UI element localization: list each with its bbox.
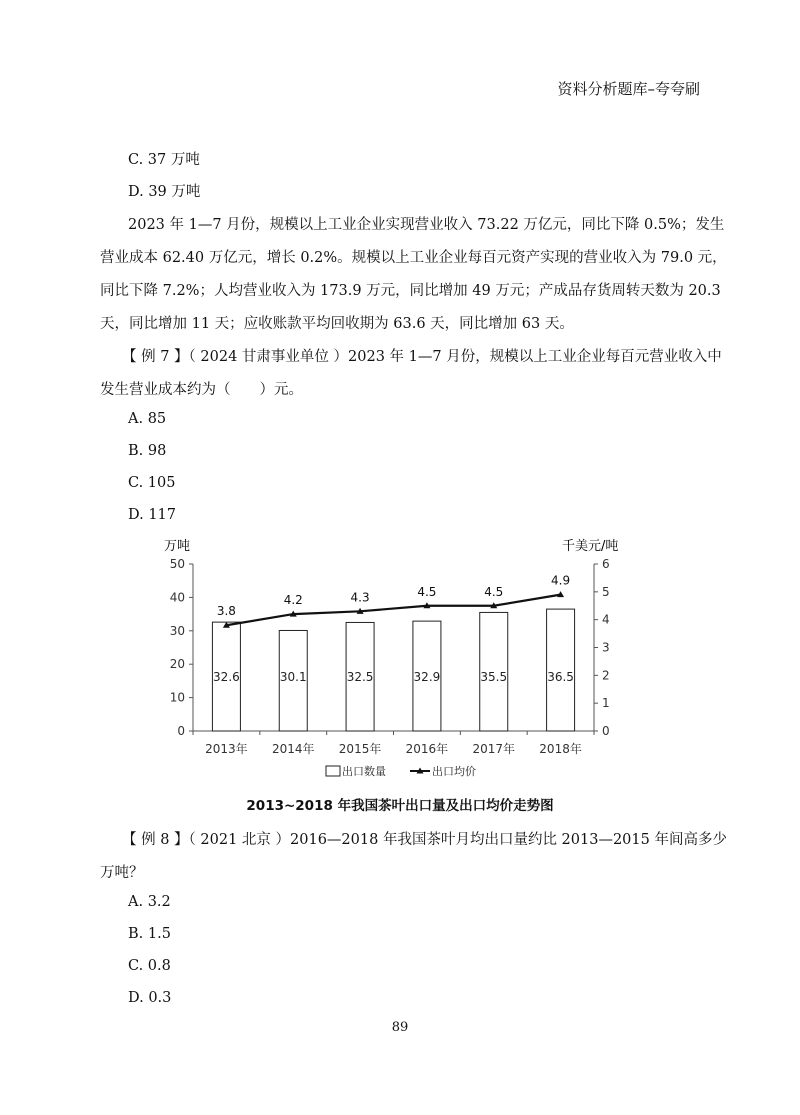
q8-option-a: A. 3.2 (128, 894, 171, 910)
q7-option-c: C. 105 (128, 475, 176, 491)
line-value-label: 4.5 (484, 584, 504, 599)
running-header: 资料分析题库–夸夸刷 (557, 80, 700, 98)
material-line-4: 天，同比增加 11 天；应收账款平均回收期为 63.6 天，同比增加 63 天。 (100, 316, 574, 332)
material-line-1: 2023 年 1—7 月份，规模以上工业企业实现营业收入 73.22 万亿元，同比下降 0.5%；发生 (128, 217, 725, 233)
y-right-tick-label: 1 (602, 696, 610, 711)
line-value-label: 4.2 (283, 593, 303, 608)
y-left-tick-label: 40 (169, 590, 185, 605)
y-right-tick-label: 2 (602, 668, 610, 683)
q7-option-a: A. 85 (128, 411, 167, 427)
option-c-prev: C. 37 万吨 (128, 152, 200, 168)
q8-option-b: B. 1.5 (128, 926, 171, 942)
x-tick-label: 2017年 (472, 742, 516, 756)
y-left-axis-label: 万吨 (164, 539, 191, 554)
q8-option-d: D. 0.3 (128, 990, 172, 1006)
y-left-tick-label: 0 (177, 724, 185, 738)
q7-option-d: D. 117 (128, 507, 177, 523)
x-tick-label: 2016年 (405, 742, 449, 756)
y-right-tick-label: 3 (602, 640, 610, 655)
material-line-2: 营业成本 62.40 万亿元，增长 0.2%。规模以上工业企业每百元资产实现的营业收入为 79.0 元， (100, 250, 727, 266)
legend-line-label: 出口均价 (432, 765, 476, 778)
q7-option-b: B. 98 (128, 443, 167, 459)
bar-value-label: 32.5 (346, 670, 374, 684)
page-number: 89 (391, 1020, 409, 1035)
bar-value-label: 30.1 (279, 670, 307, 684)
q8-option-c: C. 0.8 (128, 958, 171, 974)
bar-value-label: 35.5 (480, 670, 508, 684)
y-left-tick-label: 10 (169, 690, 185, 705)
line-value-label: 3.8 (216, 604, 236, 619)
question-7-line-2: 发生营业成本约为（ ）元。 (100, 382, 303, 398)
question-7-line-1: 【 例 7 】（ 2024 甘肃事业单位 ）2023 年 1—7 月份，规模以上工业企业每百元营业收入中 (122, 349, 722, 365)
line-value-label: 4.5 (417, 584, 437, 599)
x-tick-label: 2018年 (539, 742, 582, 756)
bar-value-label: 32.6 (213, 670, 240, 684)
line-export-price (226, 595, 560, 626)
x-tick-label: 2014年 (271, 742, 315, 756)
material-line-3: 同比下降 7.2%；人均营业收入为 173.9 万元，同比增加 49 万元；产成品存货周转天数为 20.3 (100, 283, 721, 299)
y-right-tick-label: 4 (602, 612, 610, 627)
question-8-line-2: 万吨？ (100, 865, 144, 881)
tea-export-chart (150, 530, 650, 788)
y-left-tick-label: 50 (169, 557, 185, 571)
legend-bar-label: 出口数量 (342, 765, 386, 778)
y-right-tick-label: 5 (602, 584, 610, 599)
x-tick-label: 2013年 (205, 742, 248, 756)
x-tick-label: 2015年 (338, 742, 382, 756)
y-right-tick-label: 6 (602, 557, 610, 571)
chart-title: 2013~2018 年我国茶叶出口量及出口均价走势图 (246, 798, 554, 814)
y-right-axis-label: 千美元/吨 (562, 539, 619, 554)
option-d-prev: D. 39 万吨 (128, 184, 201, 200)
y-right-tick-label: 0 (602, 724, 610, 738)
y-left-tick-label: 20 (169, 657, 185, 672)
line-value-label: 4.3 (350, 590, 370, 605)
bar-value-label: 32.9 (413, 670, 441, 684)
bar-value-label: 36.5 (547, 670, 574, 684)
legend-bar-swatch (326, 766, 340, 776)
question-8-line-1: 【 例 8 】（ 2021 北京 ）2016—2018 年我国茶叶月均出口量约比 2013—2015 年间高多少 (122, 832, 727, 848)
y-left-tick-label: 30 (169, 623, 185, 638)
line-value-label: 4.9 (551, 573, 571, 588)
